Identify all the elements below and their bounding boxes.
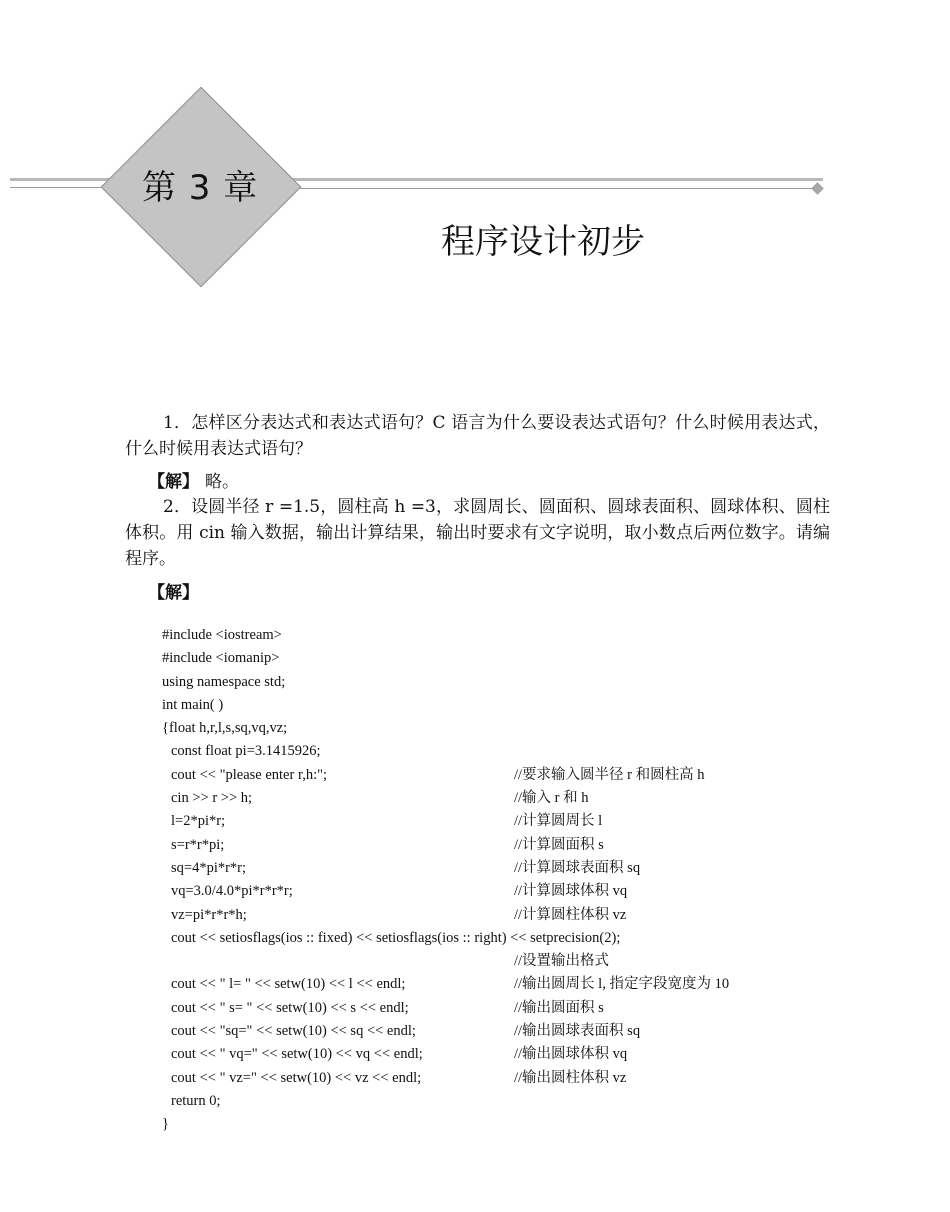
code-line bbox=[162, 694, 862, 717]
code-line bbox=[162, 927, 862, 950]
code-text: cout << setiosflags(ios :: fixed) << setiosflags(ios :: right) << setprecision(2); bbox=[171, 929, 621, 946]
solution-1-text: 略。 bbox=[205, 472, 239, 492]
code-line bbox=[162, 740, 862, 763]
code-text: vq=3.0/4.0*pi*r*r*r; bbox=[171, 883, 293, 900]
solution-2-label: 【解】 bbox=[148, 583, 199, 603]
code-text: #include <iomanip> bbox=[162, 650, 280, 667]
code-line bbox=[162, 764, 862, 787]
code-line bbox=[162, 880, 862, 903]
code-comment: //输出圆周长 l, 指定字段宽度为 10 bbox=[514, 976, 730, 993]
code-line bbox=[162, 787, 862, 810]
question-2 bbox=[125, 494, 830, 572]
chapter-number: 第 3 章 bbox=[142, 168, 259, 208]
question-1 bbox=[125, 410, 830, 462]
code-line bbox=[162, 671, 862, 694]
question-2-text: 2．设圆半径 r =1.5，圆柱高 h =3，求圆周长、圆面积、圆球表面积、圆球体积、圆柱体积。用 cin 输入数据，输出计算结果，输出时要求有文字说明，取小数点后两位数字。请编程序。 bbox=[125, 497, 830, 569]
code-line bbox=[162, 904, 862, 927]
code-text: l=2*pi*r; bbox=[171, 813, 226, 830]
code-line bbox=[162, 857, 862, 880]
code-line bbox=[162, 647, 862, 670]
code-text: #include <iostream> bbox=[162, 627, 282, 643]
code-text: int main( ) bbox=[162, 696, 224, 713]
code-comment: //设置输出格式 bbox=[514, 953, 610, 970]
code-comment: //计算圆柱体积 vz bbox=[514, 906, 627, 923]
code-line bbox=[162, 1113, 862, 1136]
code-line bbox=[162, 1020, 862, 1043]
code-comment: //输出圆面积 s bbox=[514, 999, 604, 1016]
code-text: cin >> r >> h; bbox=[171, 790, 253, 807]
code-line bbox=[162, 1067, 862, 1090]
code-text: cout << " vq=" << setw(10) << vq << endl; bbox=[171, 1046, 423, 1063]
code-text: cout << " vz=" << setw(10) << vz << endl; bbox=[171, 1069, 422, 1086]
code-line bbox=[162, 810, 862, 833]
code-text: s=r*r*pi; bbox=[171, 836, 225, 853]
code-listing bbox=[162, 624, 862, 1137]
code-line bbox=[162, 997, 862, 1020]
header-rule-right-top bbox=[270, 178, 823, 181]
code-comment: //计算圆球体积 vq bbox=[514, 883, 628, 900]
code-line bbox=[162, 950, 862, 973]
code-text: vz=pi*r*r*h; bbox=[171, 906, 247, 923]
code-line bbox=[162, 624, 862, 647]
code-text: cout << "sq=" << setw(10) << sq << endl; bbox=[171, 1023, 416, 1040]
header-rule-right-bottom bbox=[270, 188, 815, 189]
code-text: const float pi=3.1415926; bbox=[171, 743, 321, 760]
chapter-title: 程序设计初步 bbox=[441, 222, 645, 262]
code-line bbox=[162, 834, 862, 857]
question-1-text: 1．怎样区分表达式和表达式语句？C 语言为什么要设表达式语句？什么时候用表达式，什么时候用表达式语句？ bbox=[125, 413, 830, 459]
solution-2 bbox=[148, 578, 205, 603]
code-line bbox=[162, 717, 862, 740]
solution-1-label: 【解】 bbox=[148, 472, 199, 492]
code-text: cout << "please enter r,h:"; bbox=[171, 766, 328, 783]
code-comment: //计算圆周长 l bbox=[514, 813, 603, 830]
code-comment: //输入 r 和 h bbox=[514, 790, 589, 807]
code-text: return 0; bbox=[171, 1092, 221, 1109]
code-text: sq=4*pi*r*r; bbox=[171, 859, 247, 876]
code-comment: //输出圆球表面积 sq bbox=[514, 1023, 641, 1040]
solution-1 bbox=[148, 467, 239, 492]
code-comment: //计算圆面积 s bbox=[514, 836, 604, 853]
code-text: cout << " l= " << setw(10) << l << endl; bbox=[171, 976, 406, 993]
code-comment: //计算圆球表面积 sq bbox=[514, 859, 641, 876]
code-line bbox=[162, 973, 862, 996]
code-text: } bbox=[162, 1116, 169, 1133]
code-text: {float h,r,l,s,sq,vq,vz; bbox=[162, 720, 288, 737]
code-comment: //输出圆球体积 vq bbox=[514, 1046, 628, 1063]
code-text: cout << " s= " << setw(10) << s << endl; bbox=[171, 999, 409, 1016]
code-comment: //要求输入圆半径 r 和圆柱高 h bbox=[514, 766, 705, 783]
code-text: using namespace std; bbox=[162, 673, 286, 690]
code-line bbox=[162, 1043, 862, 1066]
rule-end-diamond bbox=[811, 182, 824, 195]
code-line bbox=[162, 1090, 862, 1113]
code-comment: //输出圆柱体积 vz bbox=[514, 1069, 627, 1086]
